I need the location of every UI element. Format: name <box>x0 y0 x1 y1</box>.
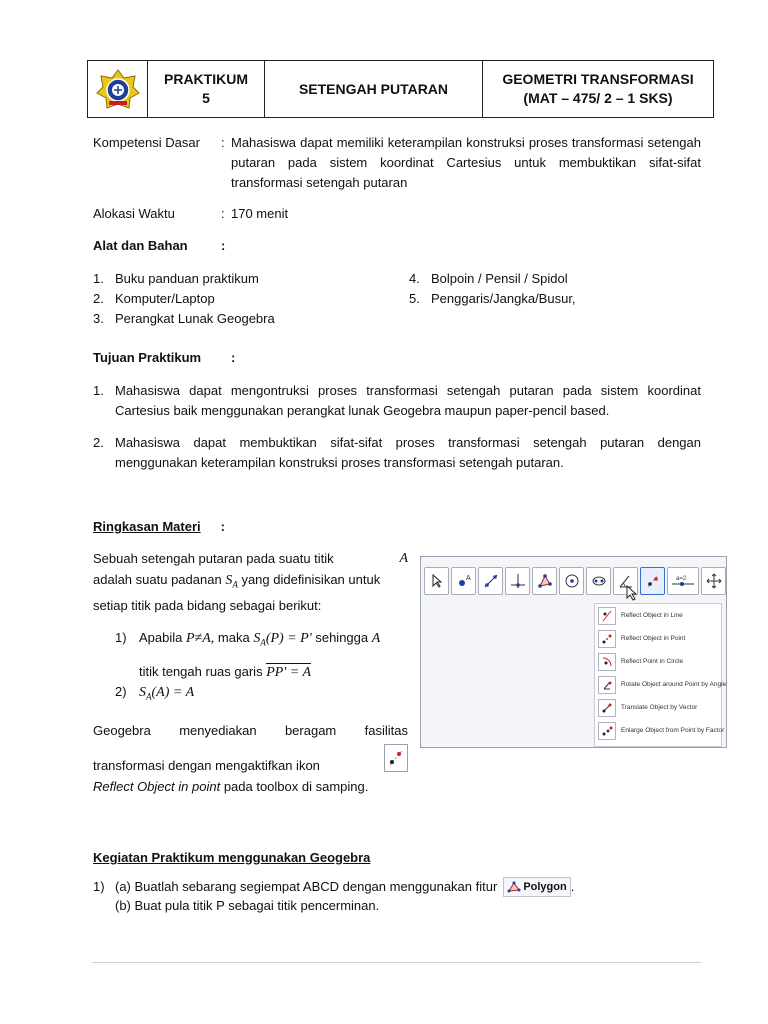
svg-text:a=2: a=2 <box>676 576 687 582</box>
alat-list-right <box>409 269 576 309</box>
tujuan-row <box>93 350 241 365</box>
menu-item-reflect-point: Reflect Object in Point <box>595 627 721 650</box>
university-logo-cell <box>88 61 148 117</box>
reflect-circle-icon <box>598 653 616 671</box>
reflect-point-tool-icon <box>384 744 408 772</box>
conic-tool-icon <box>586 567 611 595</box>
kompetensi-text: Mahasiswa dapat memiliki keterampilan konstruksi proses transformasi setengah putaran pada sistem koordinat Cartesius untuk membuktikan sifat-sifat transformasi setengah putaran <box>231 135 701 190</box>
list-item: 5. Penggaris/Jangka/Busur, <box>409 291 576 306</box>
list-item: 4. Bolpoin / Pensil / Spidol <box>409 271 568 286</box>
menu-item-translate: Translate Object by Vector <box>595 696 721 719</box>
colon: : <box>231 350 236 365</box>
ringkasan-line-2: adalah suatu padanan $S_A$ yang didefinisikan untuk <box>93 572 381 590</box>
ringkasan-line-1: Sebuah setengah putaran pada suatu titik A <box>93 551 408 566</box>
geogebra-toolbar-screenshot <box>420 556 727 748</box>
alat-row <box>93 238 231 253</box>
colon: : <box>220 519 225 534</box>
slider-tool-icon <box>667 567 699 595</box>
reflect-line-icon <box>598 607 616 625</box>
enlarge-icon <box>598 722 616 740</box>
point-tool-icon <box>451 567 476 595</box>
list-item: 3. Perangkat Lunak Geogebra <box>93 311 275 326</box>
geogebra-toolbar <box>424 567 726 597</box>
list-item: 2. Komputer/Laptop <box>93 291 215 306</box>
tujuan-label: Tujuan Praktikum <box>93 350 202 365</box>
kompetensi-row <box>93 133 701 193</box>
definition-item-1-cont: titik tengah ruas garis PP' = A <box>139 664 312 680</box>
colon: : <box>221 135 225 150</box>
menu-item-reflect-circle: Reflect Point in Circle <box>595 650 721 673</box>
tujuan-item-2: 2. Mahasiswa dapat membuktikan sifat-sifat proses transformasi setengah putaran dengan menggunakan keterampilan konstruksi proses transformasi setengah putaran. <box>93 435 701 470</box>
header-topic <box>265 61 483 117</box>
course-code: (MAT – 475/ 2 – 1 SKS) <box>523 90 673 106</box>
university-seal-icon <box>95 68 141 110</box>
line-tool-icon <box>478 567 503 595</box>
reflect-tool-icon <box>640 567 665 595</box>
praktikum-number: 5 <box>202 90 210 106</box>
svg-text:A: A <box>465 575 471 582</box>
circle-tool-icon <box>559 567 584 595</box>
topic-title: SETENGAH PUTARAN <box>298 80 449 97</box>
praktikum-label: PRAKTIKUM <box>164 71 248 87</box>
alokasi-value: 170 menit <box>231 206 289 221</box>
definition-item-1: 1) Apabila P≠A, maka $S_A(P) = P'$ sehingga A <box>115 630 381 648</box>
ringkasan-line-3: setiap titik pada bidang sebagai berikut: <box>93 598 322 613</box>
alat-label: Alat dan Bahan <box>93 238 188 253</box>
perpendicular-tool-icon <box>505 567 530 595</box>
polygon-tool-icon <box>532 567 557 595</box>
reflect-point-icon <box>598 630 616 648</box>
header-table <box>87 60 714 118</box>
polygon-icon <box>507 881 521 893</box>
menu-item-reflect-line: Reflect Object in Line <box>595 604 721 627</box>
colon: : <box>221 206 225 221</box>
geogebra-transform-menu <box>594 603 727 747</box>
kegiatan-item-1b: (b) Buat pula titik P sebagai titik pencerminan. <box>115 898 380 913</box>
alokasi-row <box>93 206 288 221</box>
rotate-icon <box>598 676 616 694</box>
tujuan-item-1: 1. Mahasiswa dapat mengontruksi proses transformasi setengah putaran pada sistem koordinat Cartesius baik menggunakan perangkat lunak Geogebra maupun paper-pencil based. <box>93 383 701 418</box>
ringkasan-row <box>93 519 225 534</box>
kompetensi-label: Kompetensi Dasar <box>93 135 200 150</box>
header-course <box>483 61 713 117</box>
translate-icon <box>598 699 616 717</box>
ringkasan-p2-line-3: Reflect Object in point pada toolbox di samping. <box>93 779 369 794</box>
menu-item-enlarge: Enlarge Object from Point by Factor <box>595 719 721 742</box>
move-tool-icon <box>424 567 449 595</box>
ringkasan-p2-line-1: Geogebra menyediakan beragam fasilitas <box>93 723 408 738</box>
definition-item-2: 2) $S_A(A) = A$ <box>115 684 195 702</box>
polygon-tool-button-image: Polygon <box>503 877 570 897</box>
ringkasan-label: Ringkasan Materi <box>93 519 201 534</box>
course-name: GEOMETRI TRANSFORMASI <box>502 71 694 87</box>
ringkasan-p2-line-2: transformasi dengan mengaktifkan ikon <box>93 758 320 773</box>
footer-divider <box>92 962 701 963</box>
mouse-cursor-icon <box>626 585 638 601</box>
menu-item-rotate: Rotate Object around Point by Angle <box>595 673 721 696</box>
move-graphics-view-icon <box>701 567 726 595</box>
list-item: 1. Buku panduan praktikum <box>93 271 259 286</box>
header-praktikum <box>148 61 265 117</box>
alat-list-left <box>93 269 275 329</box>
kegiatan-item-1a: 1) (a) Buatlah sebarang segiempat ABCD dengan menggunakan fitur Polygon . <box>93 877 574 897</box>
colon: : <box>221 238 226 253</box>
kegiatan-label: Kegiatan Praktikum menggunakan Geogebra <box>93 850 371 865</box>
alokasi-label: Alokasi Waktu <box>93 206 175 221</box>
